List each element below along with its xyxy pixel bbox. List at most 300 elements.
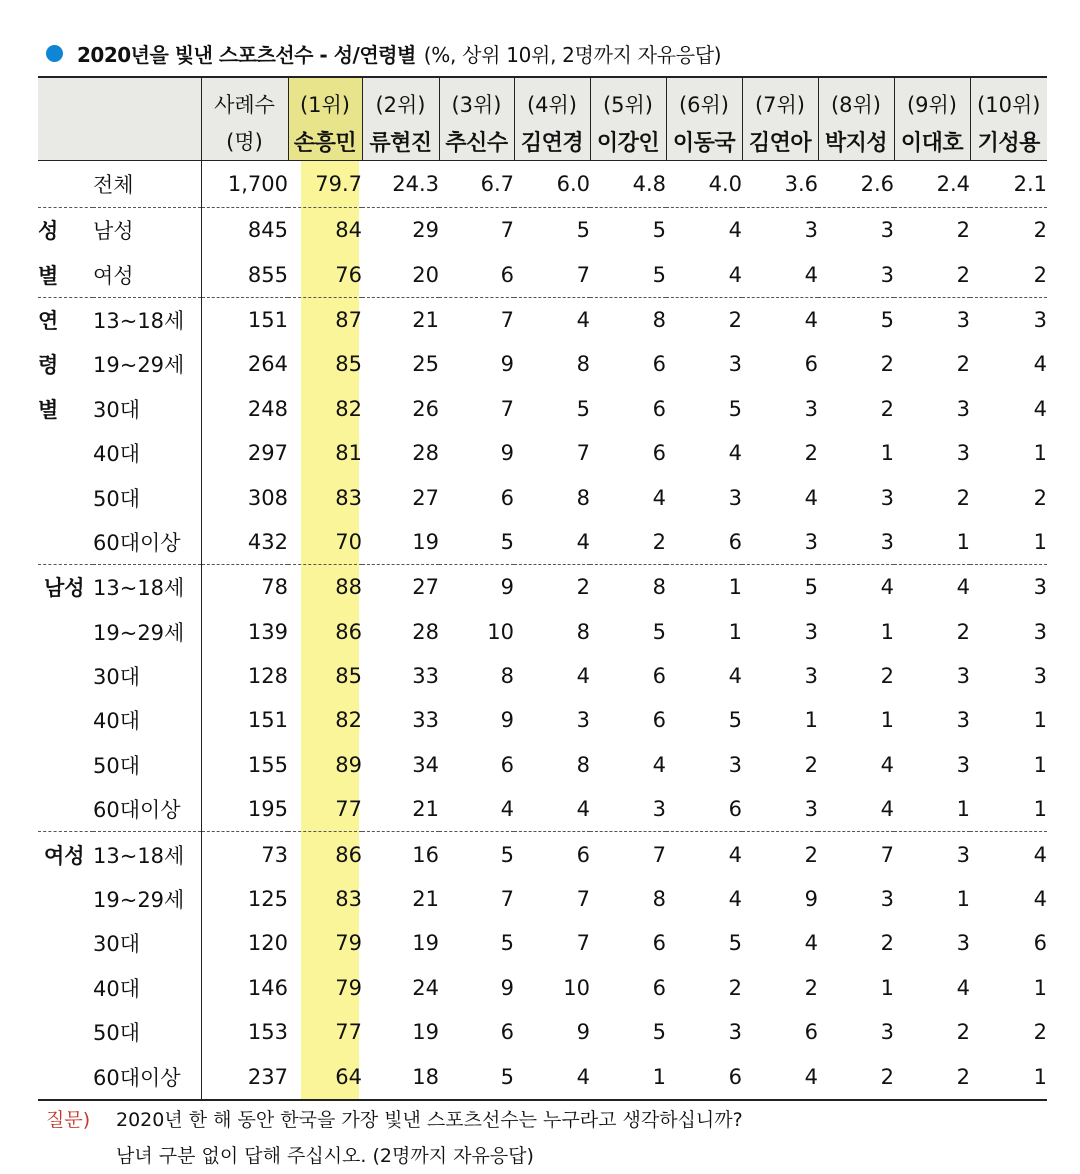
value-cell: 1 xyxy=(970,787,1047,832)
value-cell: 4.0 xyxy=(666,161,742,208)
header-rank: (5위) xyxy=(590,77,666,122)
value-cell: 3 xyxy=(956,441,970,466)
row-label: 30대 xyxy=(93,665,141,690)
value-cell: 5 xyxy=(439,520,514,565)
value-cell: 1 xyxy=(880,708,894,733)
value-cell: 89 xyxy=(335,752,362,777)
value-cell: 5 xyxy=(728,396,742,421)
value-cell: 3 xyxy=(1033,575,1047,600)
value-cell: 5 xyxy=(576,218,590,243)
value-cell: 2 xyxy=(1033,485,1047,510)
value-cell: 33 xyxy=(412,664,439,689)
value-cell: 4 xyxy=(880,575,894,600)
table-row xyxy=(38,297,1047,342)
value-cell: 2 xyxy=(880,664,894,689)
value-cell: 4 xyxy=(576,307,590,332)
value-cell: 6 xyxy=(804,1020,818,1045)
value-cell: 21 xyxy=(362,787,439,832)
sample-size-cell: 151 xyxy=(201,698,288,742)
row-group-label xyxy=(38,787,93,832)
sample-size-cell: 146 xyxy=(201,966,288,1010)
value-cell: 3 xyxy=(590,787,666,832)
value-cell: 6 xyxy=(804,352,818,377)
header-athlete-name: 추신수 xyxy=(439,122,514,161)
value-cell: 2.6 xyxy=(818,161,894,208)
row-group-label xyxy=(38,743,93,787)
value-cell: 4 xyxy=(818,787,894,832)
value-cell: 2 xyxy=(804,842,818,867)
row-label: 여성 xyxy=(93,252,201,297)
value-cell: 2 xyxy=(956,218,970,243)
value-cell: 3 xyxy=(880,1020,894,1045)
value-cell: 4 xyxy=(742,1054,818,1099)
value-cell: 25 xyxy=(412,352,439,377)
value-cell: 85 xyxy=(335,664,362,689)
value-cell: 1 xyxy=(1033,752,1047,777)
value-cell: 6 xyxy=(652,931,666,956)
row-label: 40대 xyxy=(93,442,141,467)
row-label: 50대 xyxy=(93,1021,141,1046)
table-row xyxy=(38,966,1047,1010)
value-cell: 4 xyxy=(1033,396,1047,421)
value-cell: 7 xyxy=(652,842,666,867)
value-cell: 2 xyxy=(956,619,970,644)
table-row xyxy=(38,654,1047,698)
value-cell: 1 xyxy=(970,1054,1047,1099)
value-cell: 9 xyxy=(804,887,818,912)
value-cell: 7 xyxy=(500,396,514,421)
value-cell: 2.4 xyxy=(894,161,970,208)
table-row xyxy=(38,431,1047,475)
value-cell: 2 xyxy=(880,396,894,421)
table-row xyxy=(38,208,1047,253)
total-row xyxy=(38,161,1047,208)
sample-size-cell: 308 xyxy=(201,475,288,519)
value-cell: 86 xyxy=(335,619,362,644)
value-cell: 4 xyxy=(514,1054,590,1099)
header-rank: (10위) xyxy=(970,77,1047,122)
row-label: 40대 xyxy=(93,976,141,1001)
value-cell: 9 xyxy=(576,1020,590,1045)
value-cell: 2 xyxy=(1033,218,1047,243)
value-cell: 4 xyxy=(804,307,818,332)
row-label: 전체 xyxy=(93,161,201,208)
value-cell: 6 xyxy=(1033,931,1047,956)
value-cell: 8 xyxy=(652,575,666,600)
value-cell: 1 xyxy=(894,787,970,832)
sample-size-cell: 128 xyxy=(201,654,288,698)
value-cell: 2 xyxy=(728,307,742,332)
sample-size-cell: 151 xyxy=(201,297,288,342)
value-cell: 19 xyxy=(412,931,439,956)
value-cell: 3 xyxy=(742,787,818,832)
value-cell: 8 xyxy=(576,485,590,510)
value-cell: 7 xyxy=(576,441,590,466)
value-cell: 77 xyxy=(335,1020,362,1045)
value-cell: 79.7 xyxy=(288,161,362,208)
value-cell: 29 xyxy=(412,218,439,243)
row-label: 19~29세 xyxy=(93,888,185,913)
value-cell: 27 xyxy=(412,485,439,510)
value-cell: 81 xyxy=(335,441,362,466)
value-cell: 2 xyxy=(894,1054,970,1099)
table-row xyxy=(38,610,1047,654)
value-cell: 7 xyxy=(514,252,590,297)
sample-size-cell: 73 xyxy=(201,832,288,877)
row-group-label xyxy=(38,610,93,654)
value-cell: 8 xyxy=(500,664,514,689)
header-athlete-name: 이동국 xyxy=(666,122,742,161)
value-cell: 1 xyxy=(1033,441,1047,466)
header-rank: (3위) xyxy=(439,77,514,122)
value-cell: 2.1 xyxy=(970,161,1047,208)
value-cell: 4 xyxy=(514,520,590,565)
title-main: 2020년을 빛낸 스포츠선수 - 성/연령별 xyxy=(77,42,416,67)
value-cell: 3 xyxy=(728,352,742,377)
row-label: 13~18세 xyxy=(93,576,185,601)
value-cell: 4 xyxy=(576,664,590,689)
row-group-label xyxy=(38,654,93,698)
value-cell: 2 xyxy=(804,441,818,466)
sample-size-cell: 855 xyxy=(201,252,288,297)
value-cell: 1 xyxy=(970,520,1047,565)
table-row xyxy=(38,1054,1047,1099)
value-cell: 1 xyxy=(880,441,894,466)
value-cell: 3 xyxy=(1033,664,1047,689)
value-cell: 4 xyxy=(956,975,970,1000)
value-cell: 3 xyxy=(1033,619,1047,644)
value-cell: 79 xyxy=(335,931,362,956)
value-cell: 21 xyxy=(412,307,439,332)
value-cell: 86 xyxy=(335,842,362,867)
value-cell: 19 xyxy=(412,1020,439,1045)
value-cell: 10 xyxy=(563,975,590,1000)
row-label: 60대이상 xyxy=(93,787,201,832)
value-cell: 28 xyxy=(412,619,439,644)
value-cell: 5 xyxy=(439,1054,514,1099)
value-cell: 77 xyxy=(288,787,362,832)
value-cell: 6 xyxy=(652,664,666,689)
header-rank: (9위) xyxy=(894,77,970,122)
value-cell: 27 xyxy=(412,575,439,600)
value-cell: 76 xyxy=(288,252,362,297)
value-cell: 4 xyxy=(804,931,818,956)
header-athlete-name: 손흥민 xyxy=(288,122,362,161)
value-cell: 83 xyxy=(335,485,362,510)
sample-size-cell: 297 xyxy=(201,431,288,475)
value-cell: 4 xyxy=(1033,887,1047,912)
value-cell: 83 xyxy=(335,887,362,912)
value-cell: 6.7 xyxy=(439,161,514,208)
row-group-label xyxy=(38,1054,93,1099)
value-cell: 6 xyxy=(500,485,514,510)
value-cell: 5 xyxy=(652,218,666,243)
row-label: 19~29세 xyxy=(93,353,185,378)
value-cell: 19 xyxy=(362,520,439,565)
value-cell: 3 xyxy=(956,664,970,689)
value-cell: 3 xyxy=(728,485,742,510)
value-cell: 1 xyxy=(804,708,818,733)
value-cell: 4 xyxy=(880,752,894,777)
value-cell: 1 xyxy=(1033,975,1047,1000)
table-row xyxy=(38,387,1047,431)
row-label: 30대 xyxy=(93,397,141,422)
row-group-label xyxy=(38,877,93,921)
value-cell: 4 xyxy=(728,441,742,466)
value-cell: 88 xyxy=(335,575,362,600)
value-cell: 8 xyxy=(576,619,590,644)
value-cell: 4 xyxy=(1033,842,1047,867)
value-cell: 82 xyxy=(335,396,362,421)
table-row xyxy=(38,1010,1047,1054)
row-group-label xyxy=(38,698,93,742)
header-athlete-name: 이대호 xyxy=(894,122,970,161)
row-label: 30대 xyxy=(93,932,141,957)
row-group-label xyxy=(38,475,93,519)
value-cell: 87 xyxy=(335,307,362,332)
value-cell: 1 xyxy=(894,520,970,565)
sample-size-cell: 264 xyxy=(201,342,288,386)
row-label: 60대이상 xyxy=(93,1054,201,1099)
header-athlete-name: 류현진 xyxy=(362,122,439,161)
value-cell: 9 xyxy=(500,708,514,733)
value-cell: 3 xyxy=(804,619,818,644)
row-group-label: 별 xyxy=(38,397,59,422)
value-cell: 84 xyxy=(335,218,362,243)
value-cell: 4 xyxy=(652,752,666,777)
value-cell: 8 xyxy=(652,307,666,332)
row-group-label: 여성 xyxy=(44,843,85,868)
value-cell: 3 xyxy=(818,520,894,565)
value-cell: 5 xyxy=(652,619,666,644)
value-cell: 2 xyxy=(590,520,666,565)
value-cell: 1 xyxy=(880,975,894,1000)
header-sample-unit: (명) xyxy=(201,122,288,161)
row-group-label: 연 xyxy=(38,308,59,333)
value-cell: 3 xyxy=(728,752,742,777)
row-label: 13~18세 xyxy=(93,843,185,868)
header-row-ranks xyxy=(38,77,1047,122)
header-athlete-name: 박지성 xyxy=(818,122,894,161)
row-label: 13~18세 xyxy=(93,308,185,333)
row-label: 40대 xyxy=(93,709,141,734)
row-group-label xyxy=(38,161,93,208)
value-cell: 3 xyxy=(728,1020,742,1045)
value-cell: 34 xyxy=(412,752,439,777)
value-cell: 6 xyxy=(666,787,742,832)
header-rank: (6위) xyxy=(666,77,742,122)
results-table xyxy=(38,76,1047,1101)
table-row xyxy=(38,743,1047,787)
value-cell: 4 xyxy=(956,575,970,600)
table-row xyxy=(38,520,1047,565)
value-cell: 7 xyxy=(576,931,590,956)
value-cell: 8 xyxy=(576,352,590,377)
value-cell: 10 xyxy=(487,619,514,644)
value-cell: 1 xyxy=(728,619,742,644)
value-cell: 6 xyxy=(500,1020,514,1045)
value-cell: 6 xyxy=(652,441,666,466)
value-cell: 26 xyxy=(412,396,439,421)
value-cell: 20 xyxy=(362,252,439,297)
value-cell: 6 xyxy=(666,1054,742,1099)
value-cell: 21 xyxy=(412,887,439,912)
value-cell: 16 xyxy=(412,842,439,867)
value-cell: 70 xyxy=(288,520,362,565)
row-group-label: 남성 xyxy=(44,576,85,601)
sample-size-cell: 125 xyxy=(201,877,288,921)
value-cell: 9 xyxy=(500,975,514,1000)
table-row xyxy=(38,698,1047,742)
value-cell: 4 xyxy=(1033,352,1047,377)
value-cell: 4 xyxy=(804,485,818,510)
value-cell: 2 xyxy=(894,252,970,297)
header-athlete-name: 김연아 xyxy=(742,122,818,161)
value-cell: 2 xyxy=(576,575,590,600)
value-cell: 82 xyxy=(335,708,362,733)
row-group-label xyxy=(38,520,93,565)
value-cell: 5 xyxy=(728,708,742,733)
value-cell: 7 xyxy=(880,842,894,867)
value-cell: 9 xyxy=(500,352,514,377)
value-cell: 3 xyxy=(818,252,894,297)
value-cell: 3 xyxy=(804,664,818,689)
survey-question xyxy=(46,1102,743,1174)
value-cell: 6 xyxy=(652,352,666,377)
value-cell: 3 xyxy=(880,218,894,243)
value-cell: 28 xyxy=(412,441,439,466)
header-corner xyxy=(38,122,201,161)
value-cell: 5 xyxy=(652,1020,666,1045)
value-cell: 5 xyxy=(500,931,514,956)
value-cell: 4 xyxy=(652,485,666,510)
table-row xyxy=(38,787,1047,832)
value-cell: 5 xyxy=(576,396,590,421)
row-label: 남성 xyxy=(93,219,134,244)
sample-size-cell: 139 xyxy=(201,610,288,654)
row-label: 50대 xyxy=(93,486,141,511)
value-cell: 3 xyxy=(956,708,970,733)
value-cell: 2 xyxy=(970,252,1047,297)
header-rank: (2위) xyxy=(362,77,439,122)
value-cell: 85 xyxy=(335,352,362,377)
row-label: 50대 xyxy=(93,753,141,778)
value-cell: 18 xyxy=(362,1054,439,1099)
row-group-label xyxy=(38,431,93,475)
header-row-names xyxy=(38,122,1047,161)
value-cell: 4 xyxy=(439,787,514,832)
value-cell: 6 xyxy=(439,252,514,297)
value-cell: 3 xyxy=(1033,307,1047,332)
header-sample-label: 사례수 xyxy=(201,77,288,122)
row-group-label: 별 xyxy=(38,252,93,297)
sample-size-cell: 195 xyxy=(201,787,288,832)
value-cell: 3 xyxy=(576,708,590,733)
row-group-label: 령 xyxy=(38,353,59,378)
value-cell: 24 xyxy=(412,975,439,1000)
value-cell: 3 xyxy=(956,307,970,332)
value-cell: 6 xyxy=(576,842,590,867)
sample-size-cell: 78 xyxy=(201,565,288,610)
value-cell: 7 xyxy=(500,307,514,332)
table-row xyxy=(38,342,1047,386)
value-cell: 4 xyxy=(666,252,742,297)
row-group-label xyxy=(38,921,93,965)
table-row xyxy=(38,921,1047,965)
table-row xyxy=(38,475,1047,519)
header-athlete-name: 김연경 xyxy=(514,122,590,161)
sample-size-cell: 1,700 xyxy=(201,161,288,208)
header-rank: (1위) xyxy=(288,77,362,122)
value-cell: 5 xyxy=(804,575,818,600)
value-cell: 24.3 xyxy=(362,161,439,208)
value-cell: 1 xyxy=(1033,708,1047,733)
value-cell: 5 xyxy=(590,252,666,297)
value-cell: 3 xyxy=(956,752,970,777)
row-group-label xyxy=(38,966,93,1010)
value-cell: 2 xyxy=(880,931,894,956)
header-rank: (4위) xyxy=(514,77,590,122)
value-cell: 3 xyxy=(742,520,818,565)
value-cell: 7 xyxy=(500,218,514,243)
header-athlete-name: 이강인 xyxy=(590,122,666,161)
value-cell: 3 xyxy=(956,842,970,867)
value-cell: 2 xyxy=(956,485,970,510)
title-note: (%, 상위 10위, 2명까지 자유응답) xyxy=(423,42,722,67)
table-row xyxy=(38,832,1047,877)
report-title xyxy=(46,36,721,70)
value-cell: 3 xyxy=(880,485,894,510)
value-cell: 2 xyxy=(818,1054,894,1099)
value-cell: 1 xyxy=(956,887,970,912)
row-group-label: 성 xyxy=(38,219,59,244)
value-cell: 6 xyxy=(652,396,666,421)
sample-size-cell: 432 xyxy=(201,520,288,565)
value-cell: 4 xyxy=(728,887,742,912)
row-label: 19~29세 xyxy=(93,620,185,645)
value-cell: 2 xyxy=(880,352,894,377)
sample-size-cell: 155 xyxy=(201,743,288,787)
value-cell: 9 xyxy=(500,441,514,466)
value-cell: 3 xyxy=(880,887,894,912)
table-row xyxy=(38,565,1047,610)
bullet-dot-icon xyxy=(46,45,63,62)
value-cell: 3 xyxy=(956,931,970,956)
value-cell: 6 xyxy=(500,752,514,777)
value-cell: 2 xyxy=(956,352,970,377)
value-cell: 4.8 xyxy=(590,161,666,208)
value-cell: 8 xyxy=(652,887,666,912)
value-cell: 5 xyxy=(880,307,894,332)
header-athlete-name: 기성용 xyxy=(970,122,1047,161)
value-cell: 79 xyxy=(335,975,362,1000)
value-cell: 3 xyxy=(956,396,970,421)
value-cell: 9 xyxy=(500,575,514,600)
header-rank: (7위) xyxy=(742,77,818,122)
table-row xyxy=(38,877,1047,921)
value-cell: 7 xyxy=(500,887,514,912)
value-cell: 64 xyxy=(288,1054,362,1099)
value-cell: 3 xyxy=(804,396,818,421)
sample-size-cell: 248 xyxy=(201,387,288,431)
value-cell: 8 xyxy=(576,752,590,777)
sample-size-cell: 153 xyxy=(201,1010,288,1054)
question-label: 질문) xyxy=(46,1109,91,1131)
sample-size-cell: 845 xyxy=(201,208,288,253)
value-cell: 4 xyxy=(728,664,742,689)
sample-size-cell: 120 xyxy=(201,921,288,965)
value-cell: 2 xyxy=(804,975,818,1000)
